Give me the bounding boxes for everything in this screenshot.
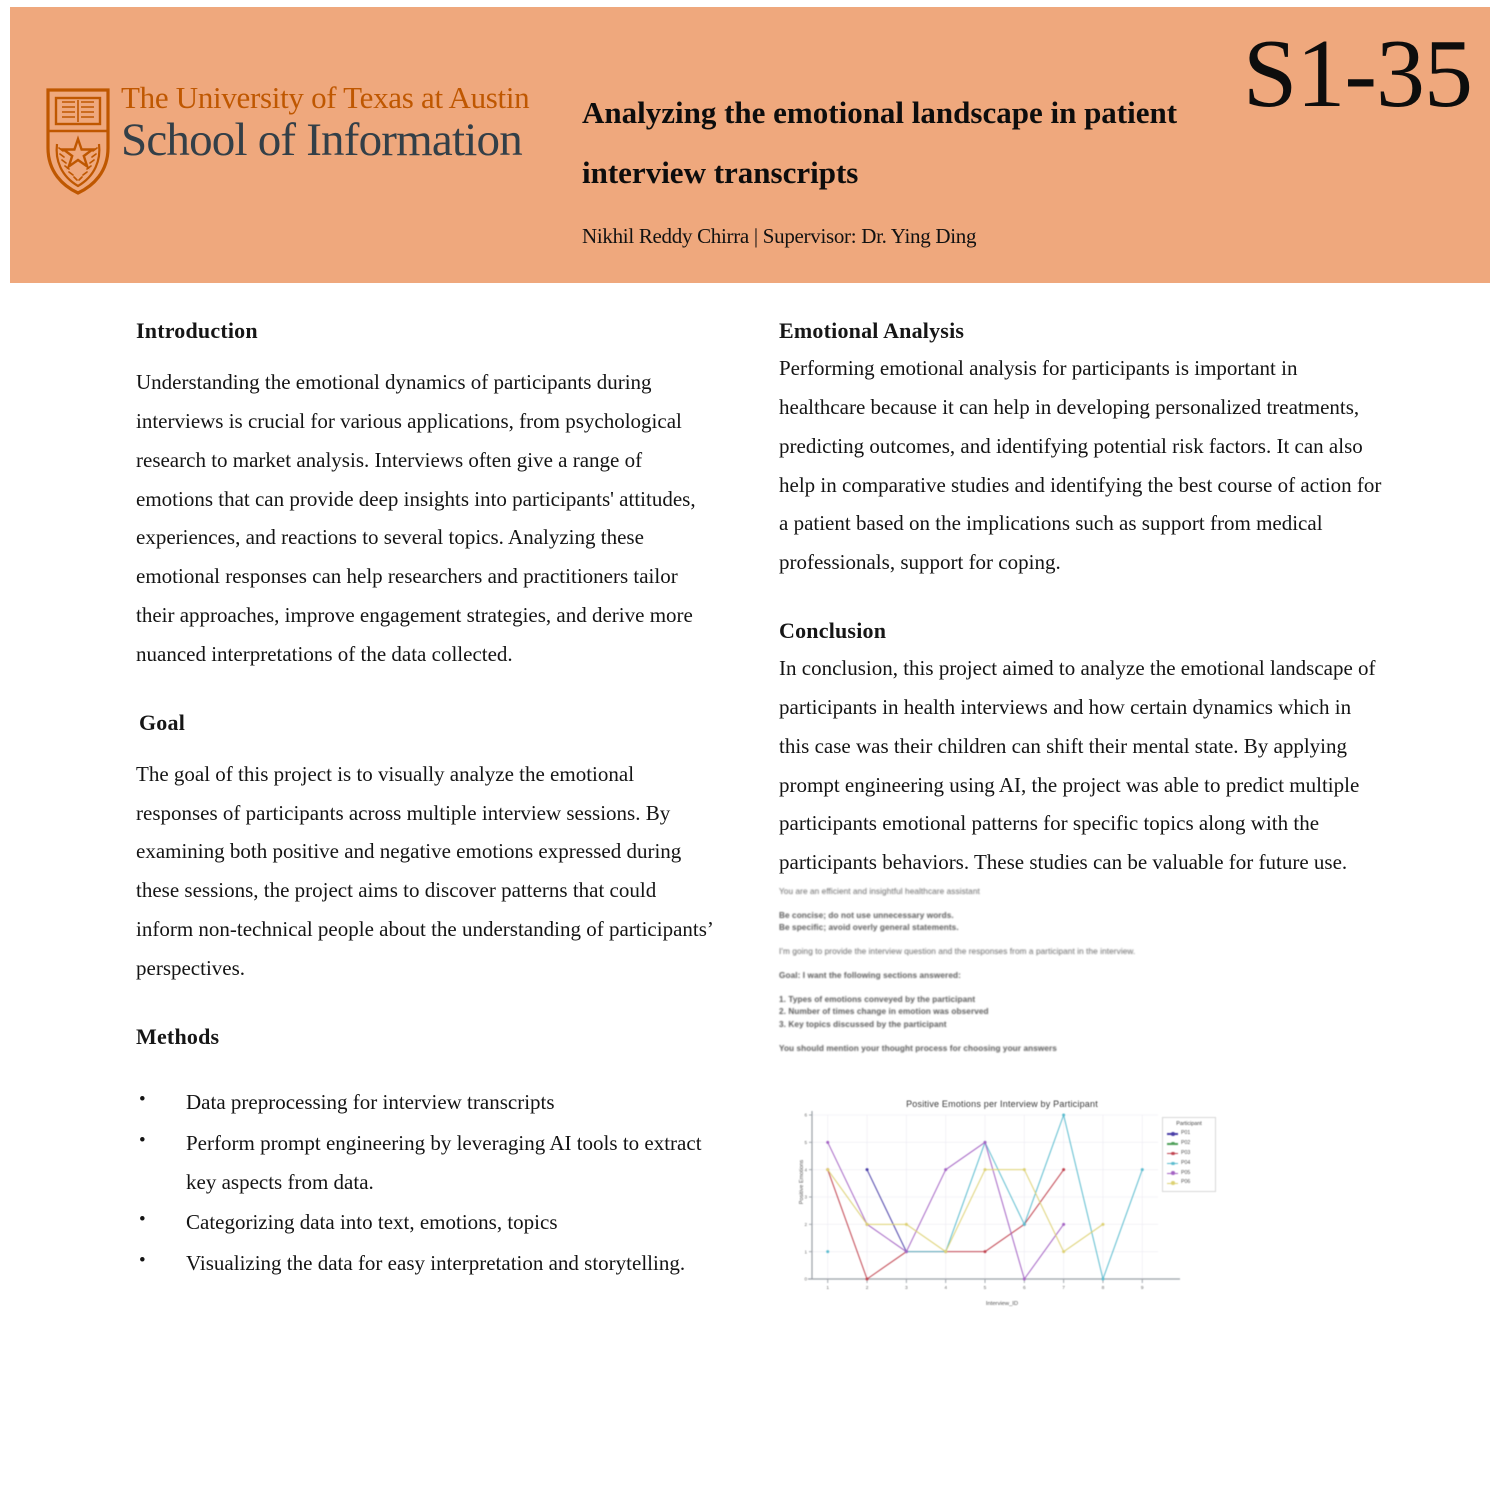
legend-color-swatch (1167, 1133, 1178, 1134)
legend-color-swatch (1167, 1163, 1178, 1164)
prompt-text-line: Be specific; avoid overly general statements. (779, 923, 959, 933)
conclusion-body: In conclusion, this project aimed to analyze the emotional landscape of participants in health interviews and how certain dynamics which in this case was their children can shift their mental state. By applying prompt engineering using AI, the project was able to predict multiple participants emotional patterns for specific topics along with the participants behaviors. These studies can be valuable for future use. (779, 656, 1376, 875)
logo-school-name: School of Information (121, 114, 522, 166)
goal-body: The goal of this project is to visually analyze the emotional responses of participants across multiple interview sessions. By examining both positive and negative emotions expressed during these sessions, the project aims to discover patterns that could inform non-technical people about the understanding of participants’ perspectives. (136, 761, 713, 980)
svg-text:2: 2 (804, 1221, 807, 1227)
legend-item-label: P01 (1181, 1130, 1191, 1136)
svg-text:6: 6 (804, 1112, 807, 1118)
prompt-text-line: Goal: I want the following sections answered: (779, 970, 961, 980)
legend-item-label: P06 (1181, 1179, 1191, 1186)
chart-y-axis-label: Positive Emotions (799, 1159, 805, 1205)
legend-color-swatch (1167, 1173, 1178, 1174)
logo-university-name: The University of Texas at Austin (121, 80, 530, 115)
list-item: • Perform prompt engineering by leveraging AI tools to extract key aspects from data. (136, 1124, 716, 1202)
author-line: Nikhil Reddy Chirra | Supervisor: Dr. Ying Ding (582, 223, 977, 248)
svg-text:4: 4 (944, 1286, 948, 1291)
prompt-text-line: 3. Key topics discussed by the participant (779, 1019, 947, 1029)
svg-text:9: 9 (1140, 1286, 1144, 1291)
prompt-text-line: Be concise; do not use unnecessary words. (779, 910, 954, 920)
prompt-engineering-figure (779, 886, 1214, 1066)
introduction-body: Understanding the emotional dynamics of participants during interviews is crucial for various applications, from psychological research to market analysis. Interviews often give a range of emotions that can provide deep insights into participants' attitudes, experiences, and reactions to several topics. Analyzing these emotional responses can help researchers and practitioners tailor their approaches, improve engagement strategies, and derive more nuanced interpretations of the data collected. (136, 370, 696, 666)
svg-text:3: 3 (905, 1286, 908, 1291)
section-heading-emotional-analysis: Emotional Analysis (779, 318, 965, 343)
legend-item (1167, 1149, 1211, 1159)
legend-item (1167, 1169, 1211, 1179)
legend-item-label: P03 (1181, 1149, 1191, 1156)
legend-item (1167, 1129, 1211, 1139)
ut-shield-icon (45, 86, 111, 196)
svg-text:5: 5 (804, 1139, 807, 1145)
legend-color-swatch (1167, 1143, 1178, 1144)
prompt-text-line: You should mention your thought process for choosing your answers (779, 1043, 1057, 1053)
svg-text:2: 2 (865, 1286, 869, 1291)
list-item: • Visualizing the data for easy interpretation and storytelling. (136, 1244, 716, 1283)
legend-item-label: P02 (1181, 1139, 1191, 1146)
left-column (136, 318, 716, 1285)
poster-id-badge: S1-35 (1242, 20, 1472, 128)
chart-title: Positive Emotions per Interview by Participant (906, 1099, 1098, 1109)
list-item: • Data preprocessing for interview transcripts (136, 1083, 716, 1122)
legend-item (1167, 1178, 1211, 1188)
prompt-text-line: You are an efficient and insightful healthcare assistant (779, 887, 980, 896)
svg-text:1: 1 (826, 1286, 830, 1291)
svg-text:5: 5 (983, 1286, 987, 1291)
emotional-analysis-body: Performing emotional analysis for participants is important in healthcare because it can help in developing personalized treatments, predicting outcomes, and identifying potential risk factors. It can also help in comparative studies and identifying the best course of action for a patient based on the implications such as support from medical professionals, support for coping. (779, 356, 1382, 575)
prompt-text-line: I'm going to provide the interview question and the responses from a participant in the interview. (779, 947, 1136, 957)
section-heading-goal: Goal (139, 709, 186, 735)
section-heading-introduction: Introduction (136, 318, 258, 343)
legend-item-label: P05 (1181, 1169, 1191, 1176)
legend-title: Participant (1176, 1121, 1202, 1127)
positive-emotions-chart (786, 1093, 1218, 1308)
prompt-text-line: 2. Number of times change in emotion was observed (779, 1007, 989, 1017)
page-title: Analyzing the emotional landscape in patient interview transcripts (582, 95, 1178, 191)
chart-plot-area (786, 1093, 1218, 1308)
methods-list (136, 1083, 716, 1283)
svg-text:8: 8 (1101, 1286, 1105, 1291)
svg-text:1: 1 (804, 1249, 807, 1255)
legend-color-swatch (1167, 1183, 1178, 1184)
ut-school-of-information-logo (45, 82, 529, 196)
legend-item (1167, 1139, 1211, 1149)
legend-item-label: P04 (1181, 1159, 1191, 1166)
legend-color-swatch (1167, 1153, 1178, 1154)
section-heading-conclusion: Conclusion (779, 618, 887, 644)
chart-legend (1162, 1117, 1216, 1192)
svg-text:7: 7 (1062, 1286, 1065, 1291)
legend-item (1167, 1159, 1211, 1169)
svg-text:0: 0 (804, 1276, 807, 1282)
svg-text:4: 4 (804, 1167, 807, 1173)
chart-x-axis-label: Interview_ID (985, 1301, 1019, 1307)
svg-text:3: 3 (804, 1194, 807, 1200)
list-item: • Categorizing data into text, emotions, topics (136, 1203, 716, 1242)
section-heading-methods: Methods (136, 1023, 220, 1049)
title-block (582, 83, 1242, 249)
poster-header (10, 7, 1490, 283)
prompt-text-line: 1. Types of emotions conveyed by the participant (779, 994, 976, 1004)
right-column (779, 318, 1383, 882)
svg-text:6: 6 (1022, 1286, 1026, 1291)
